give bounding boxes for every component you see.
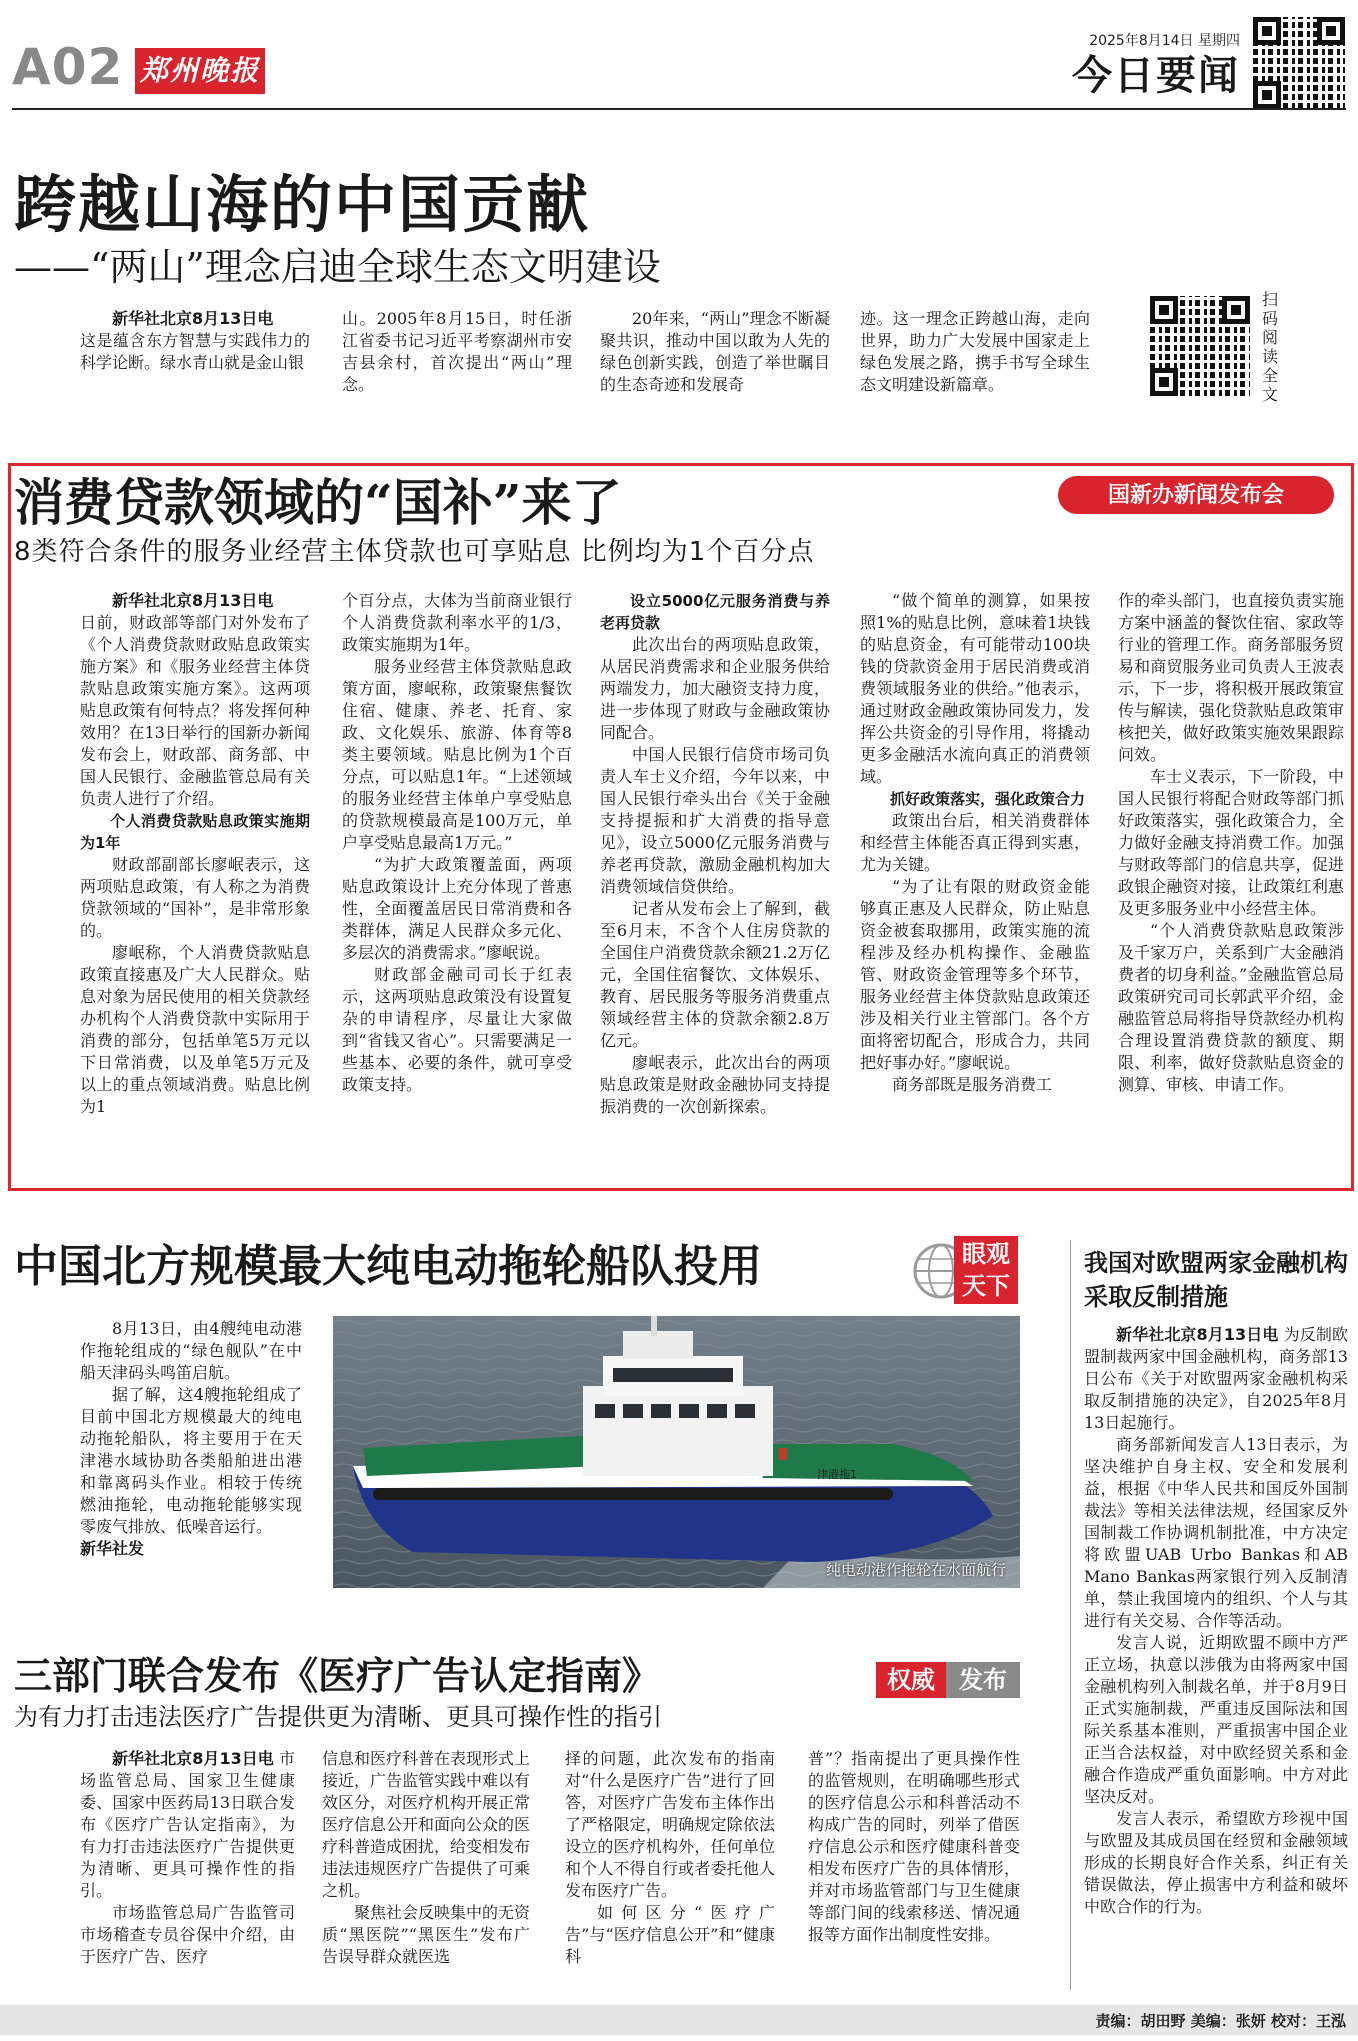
eu-p4: 发言人表示，希望欧方珍视中国与欧盟及其成员国在经贸和金融领域形成的长期良好合作关系，纠正有关错误做法，停止损害中方利益和破坏中欧合作的行为。	[1084, 1809, 1348, 1916]
med-col-4	[808, 1748, 1020, 1990]
column-divider	[1070, 1240, 1071, 1990]
loan-col3-p3: 记者从发布会上了解到，截至6月末，不含个人住房贷款的全国住户消费贷款余额21.2万亿元，全国住宿餐饮、文体娱乐、教育、居民服务等服务消费重点领域经营主体的贷款余额2.8万亿元。	[600, 899, 830, 1050]
loan-col-1	[80, 590, 310, 1155]
loan-subhead-2: 设立5000亿元服务消费与养老再贷款	[600, 592, 830, 632]
tug-p1: 8月13日，由4艘纯电动港作拖轮组成的“绿色舰队”在中船天津码头鸣笛启航。	[80, 1319, 302, 1382]
loan-badge-text: 国新办新闻发布会	[1107, 482, 1284, 508]
lead-col4-text: 迹。这一理念正跨越山海，走向世界，助力广大发展中国家走上绿色发展之路，携手书写全球生态文明建设新篇章。	[860, 309, 1090, 394]
ship-name: 津港拖1	[817, 1468, 857, 1481]
med-col2-p2: 聚焦社会反映集中的无资质“黑医院”“黑医生”发布广告误导群众就医选	[322, 1903, 530, 1966]
loan-subheadline: 8类符合条件的服务业经营主体贷款也可享贴息 比例均为1个百分点	[14, 537, 815, 567]
loan-col-2	[342, 590, 572, 1155]
med-col1-p1: 市场监管总局、国家卫生健康委、国家中医药局13日联合发布《医疗广告认定指南》，为有力打击违法医疗广告提供更为清晰、更具可操作性的指引。	[80, 1749, 295, 1900]
med-badge-part2: 发布	[946, 1662, 1020, 1698]
tug-badge-line1: 眼观	[962, 1239, 1010, 1268]
section-title: 今日要闻	[1072, 52, 1240, 99]
loan-subhead-3: 抓好政策落实，强化政策合力	[890, 790, 1086, 808]
loan-col1-p2: 财政部副部长廖岷表示，这两项贴息政策，有人称之为消费贷款领域的“国补”，是非常形象的。	[80, 855, 310, 940]
loan-col2-p2: 服务业经营主体贷款贴息政策方面，廖岷称，政策聚焦餐饮住宿、健康、养老、托育、家政、文化娱乐、旅游、体育等8类主要领域。贴息比例为1个百分点，可以贴息1年。“上述领域的服务业经营主体单户享受贴息的贷款规模最高是100万元，单户享受贴息最高1万元。”	[342, 657, 572, 852]
loan-col3-p2: 中国人民银行信贷市场司负责人车士义介绍，今年以来，中国人民银行牵头出台《关于金融支持提振和扩大消费的指导意见》，设立5000亿元服务消费与养老再贷款，激励金融机构加大消费领域信贷供给。	[600, 745, 830, 896]
eu-headline: 我国对欧盟两家金融机构采取反制措施	[1084, 1248, 1348, 1311]
loan-col2-p3: “为扩大政策覆盖面，两项贴息政策设计上充分体现了普惠性，全面覆盖居民日常消费和各类群体，满足人民群众多元化、多层次的消费需求。”廖岷说。	[342, 855, 572, 962]
lead-col1-text: 这是蕴含东方智慧与实践伟力的科学论断。绿水青山就是金山银	[80, 331, 310, 372]
med-col1-p2: 市场监管总局广告监管司市场稽查专员谷保中介绍，由于医疗广告、医疗	[80, 1903, 295, 1966]
tugboat-illustration	[333, 1316, 1020, 1588]
loan-headline: 消费贷款领域的“国补”来了	[14, 473, 622, 532]
lead-col3-text: 20年来，“两山”理念不断凝聚共识，推动中国以敢为人先的绿色创新实践，创造了举世瞩目的生态奇迹和发展奇	[600, 309, 830, 394]
loan-col4-p1: “做个简单的测算，如果按照1%的贴息比例，意味着1块钱的贴息资金，有可能带动100块钱的贷款资金用于居民消费或消费领域服务业的供给。”他表示，通过财政金融政策协同发力，发挥公共资金的引导作用，将撬动更多金融活水流向真正的消费领域。	[860, 591, 1090, 786]
med-badge-part1: 权威	[876, 1662, 946, 1698]
editor-credits: 责编：胡田野 美编：张妍 校对：王泓	[1095, 2012, 1346, 2030]
loan-col5-p2: 车士义表示，下一阶段，中国人民银行将配合财政等部门抓好政策落实，强化政策合力，全力做好金融支持消费工作。加强与财政等部门的信息共享，促进政银企融资对接，让政策红利惠及更多服务业中小经营主体。	[1118, 767, 1344, 918]
med-dateline: 新华社北京8月13日电	[112, 1749, 274, 1768]
med-col-1	[80, 1748, 295, 1990]
issue-date: 2025年8月14日 星期四	[1089, 33, 1240, 49]
lead-col-4	[860, 308, 1090, 400]
loan-subhead-1: 个人消费贷款贴息政策实施期为1年	[80, 812, 310, 852]
loan-col4-p3: “为了让有限的财政资金能够真正惠及人民群众，防止贴息资金被套取挪用，政策实施的流程涉及经办机构操作、金融监管、财政资金管理等多个环节，服务业经营主体贷款贴息政策还涉及相关行业主管部门。各个方面将密切配合，形成合力，共同把好事办好。”廖岷说。	[860, 877, 1090, 1072]
loan-col-5	[1118, 590, 1344, 1155]
med-col3-p1: 择的问题，此次发布的指南对“什么是医疗广告”进行了回答，对医疗广告发布主体作出了严格限定，明确规定除依法设立的医疗机构外，任何单位和个人不得自行或者委托他人发布医疗广告。	[565, 1749, 775, 1900]
lead-dateline: 新华社北京8月13日电	[112, 309, 274, 328]
lead-col-2	[342, 308, 572, 400]
loan-col5-p3: “个人消费贷款贴息政策涉及千家万户，关系到广大金融消费者的切身利益。”金融监管总局政策研究司司长郭武平介绍，金融监管总局将指导贷款经办机构合理设置消费贷款的额度、期限、利率，做好贷款贴息资金的测算、审核、申请工作。	[1118, 921, 1344, 1094]
lead-subheadline: ——“两山”理念启迪全球生态文明建设	[14, 245, 661, 289]
eu-dateline: 新华社北京8月13日电	[1116, 1325, 1279, 1344]
eu-p2: 商务部新闻发言人13日表示，为坚决维护自身主权、安全和发展利益，根据《中华人民共和国反外国制裁法》等相关法律法规，经国家反外国制裁工作协调机制批准，中方决定将欧盟UAB Urbo Bankas和AB Mano Bankas两家银行列入反制清单，禁止我国境内的组织、个人与其进行有关交易、合作等活动。	[1084, 1435, 1348, 1630]
tug-badge-line2: 天下	[962, 1271, 1010, 1300]
med-col-2	[322, 1748, 530, 1990]
page-number: A02	[12, 38, 124, 96]
loan-col2-p4: 财政部金融司司长于红表示，这两项贴息政策没有设置复杂的申请程序，尽量让大家做到“省钱又省心”。只需要满足一些基本、必要的条件，就可享受政策支持。	[342, 965, 572, 1094]
loan-col-4	[860, 590, 1090, 1155]
loan-col4-p4: 商务部既是服务消费工	[892, 1075, 1053, 1094]
loan-dateline: 新华社北京8月13日电	[112, 591, 274, 610]
loan-col3-p1: 此次出台的两项贴息政策，从居民消费需求和企业服务供给两端发力，加大融资支持力度，进一步体现了财政与金融政策协同配合。	[600, 635, 830, 742]
tug-p2: 据了解，这4艘拖轮组成了目前中国北方规模最大的纯电动拖轮船队，将主要用于在天津港水域协助各类船舶进出港和靠离码头作业。相较于传统燃油拖轮，电动拖轮能够实现零废气排放、低噪音运行。	[80, 1385, 302, 1536]
loan-col-3	[600, 590, 830, 1155]
qr-code-icon[interactable]	[1253, 17, 1345, 109]
photo-caption: 纯电动港作拖轮在水面航行	[825, 1561, 1006, 1579]
loan-col5-p1: 作的牵头部门，也直接负责实施方案中涵盖的餐饮住宿、家政等行业的管理工作。商务部服务贸易和商贸服务业司负责人王波表示，下一步，将积极开展政策宣传与解读，强化贷款贴息政策审核把关，做好政策实施效果跟踪问效。	[1118, 591, 1344, 764]
med-col-3	[565, 1748, 775, 1990]
qr-code-icon[interactable]	[1150, 296, 1250, 396]
tug-badge	[910, 1236, 1020, 1306]
tug-text	[80, 1318, 302, 1588]
loan-col1-p1: 日前，财政部等部门对外发布了《个人消费贷款财政贴息政策实施方案》和《服务业经营主体贷款贴息政策实施方案》。这两项贴息政策有何特点？将发挥何种效用？在13日举行的国新办新闻发布会上，财政部、商务部、中国人民银行、金融监管总局有关负责人进行了介绍。	[80, 613, 310, 808]
masthead-rule	[12, 108, 1346, 110]
tug-source: 新华社发	[80, 1539, 145, 1558]
lead-headline: 跨越山海的中国贡献	[14, 168, 591, 241]
loan-col4-p2: 政策出台后，相关消费群体和经营主体能否真正得到实惠，尤为关键。	[860, 811, 1090, 874]
paper-name: 郑州晚报	[139, 54, 260, 87]
eu-p1: 为反制欧盟制裁两家中国金融机构，商务部13日公布《关于对欧盟两家金融机构采取反制措施的决定》，自2025年8月13日起施行。	[1084, 1325, 1348, 1432]
paper-logo	[135, 48, 265, 94]
loan-col1-p3: 廖岷称，个人消费贷款贴息政策直接惠及广大人民群众。贴息对象为居民使用的相关贷款经办机构个人消费贷款中实际用于消费的部分，包括单笔5万元以下日常消费，以及单笔5万元及以上的重点领域消费。贴息比例为1	[80, 943, 310, 1116]
qr-caption: 扫码阅读全文	[1262, 290, 1279, 404]
med-badge	[876, 1662, 1020, 1698]
lead-col-3	[600, 308, 830, 400]
med-col4-p1: 普”？指南提出了更具操作性的监管规则，在明确哪些形式的医疗信息公示和科普活动不构成广告的同时，列举了借医疗信息公示和医疗健康科普变相发布医疗广告的具体情形，并对市场监管部门与卫生健康等部门间的线索移送、情况通报等方面作出制度性安排。	[808, 1749, 1020, 1944]
eu-text	[1084, 1324, 1348, 1992]
med-col2-p1: 信息和医疗科普在表现形式上接近，广告监管实践中难以有效区分，对医疗机构开展正常医疗信息公开和面向公众的医疗科普造成困扰，给变相发布违法违规医疗广告提供了可乘之机。	[322, 1749, 530, 1900]
lead-col2-text: 山。2005年8月15日，时任浙江省委书记习近平考察湖州市安吉县余村，首次提出“两山”理念。	[342, 309, 572, 394]
med-col3-p2: 如何区分“医疗广告”与“医疗信息公开”和“健康科	[565, 1903, 775, 1966]
loan-col3-p4: 廖岷表示，此次出台的两项贴息政策是财政金融协同支持提振消费的一次创新探索。	[600, 1053, 830, 1116]
loan-col2-p1: 个百分点，大体为当前商业银行个人消费贷款利率水平的1/3，政策实施期为1年。	[342, 591, 572, 654]
loan-badge	[1058, 476, 1334, 514]
lead-col-1	[80, 308, 310, 400]
med-headline: 三部门联合发布《医疗广告认定指南》	[14, 1653, 661, 1698]
med-subheadline: 为有力打击违法医疗广告提供更为清晰、更具可操作性的指引	[14, 1703, 662, 1731]
tugboat-photo	[333, 1316, 1020, 1588]
tug-headline: 中国北方规模最大纯电动拖轮船队投用	[14, 1241, 762, 1292]
eu-p3: 发言人说，近期欧盟不顾中方严正立场，执意以涉俄为由将两家中国金融机构列入制裁名单，并于8月9日正式实施制裁，严重违反国际法和国际关系基本准则，严重损害中国企业正当合法权益，对中欧经贸关系和金融合作造成严重负面影响。中方对此坚决反对。	[1084, 1633, 1348, 1806]
